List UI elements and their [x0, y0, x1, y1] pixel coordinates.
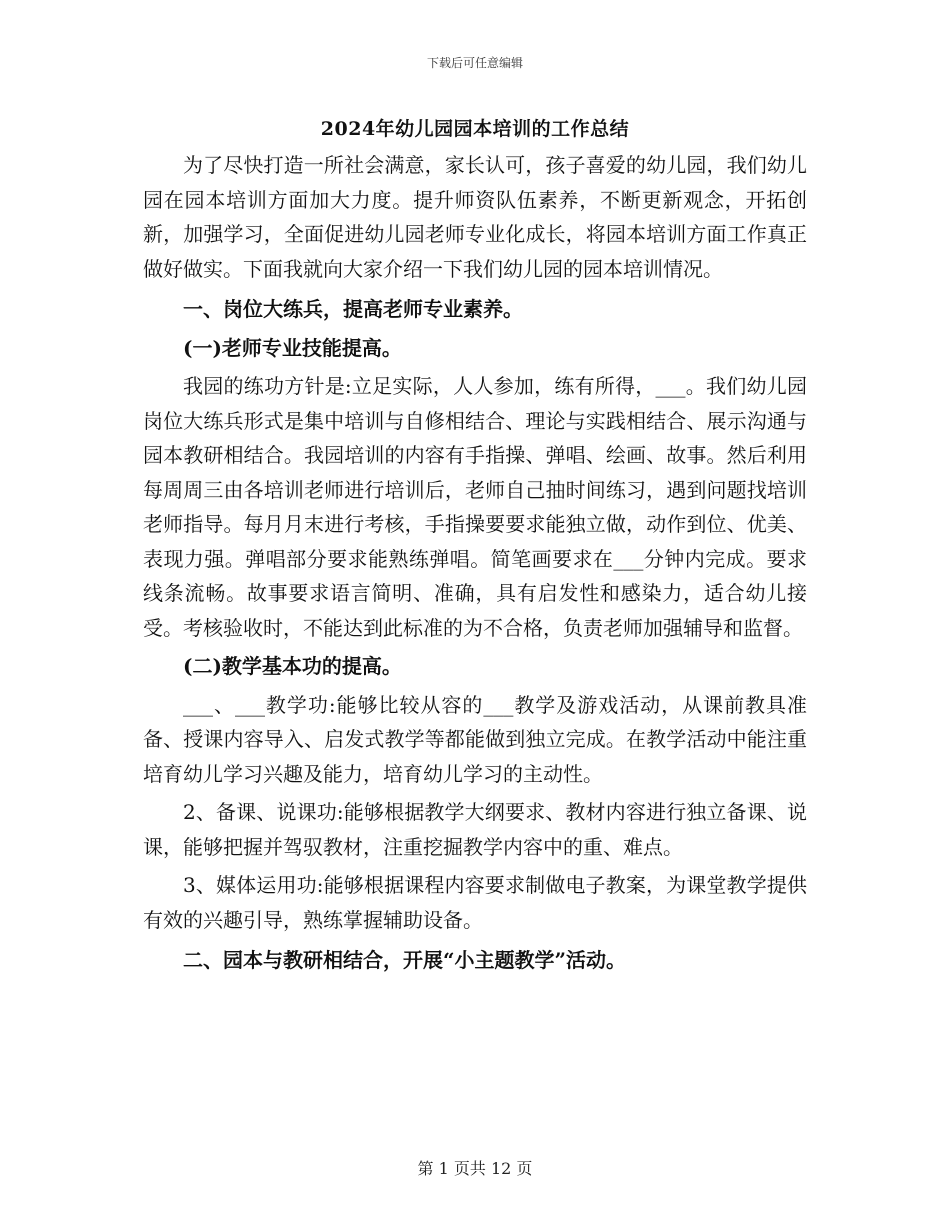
- skills-paragraph: 我园的练功方针是:立足实际，人人参加，练有所得，___。我们幼儿园岗位大练兵形式是集中培训与自修相结合、理论与实践相结合、展示沟通与园本教研相结合。我园培训的内容有手指操、弹唱、绘画、故事。然后利用每周周三由各培训老师进行培训后，老师自己抽时间练习，遇到问题找培训老师指导。每月月末进行考核，手指操要要求能独立做，动作到位、优美、表现力强。弹唱部分要求能熟练弹唱。简笔画要求在___分钟内完成。要求线条流畅。故事要求语言简明、准确，具有启发性和感染力，适合幼儿接受。考核验收时，不能达到此标准的为不合格，负责老师加强辅导和监督。: [143, 374, 807, 640]
- teaching-skill-paragraph: ___、___教学功:能够比较从容的___教学及游戏活动，从课前教具准备、授课内容导入、启发式教学等都能做到独立完成。在教学活动中能注重培育幼儿学习兴趣及能力，培育幼儿学习的主动性。: [143, 692, 807, 786]
- document-body: [143, 148, 807, 982]
- document-title: 2024年幼儿园园本培训的工作总结: [320, 118, 630, 140]
- lesson-prep-paragraph: 2、备课、说课功:能够根据教学大纲要求、教材内容进行独立备课、说课，能够把握并驾驭教材，注重挖掘教学内容中的重、难点。: [143, 800, 807, 859]
- page-number: 第 1 页共 12 页: [417, 1159, 533, 1178]
- intro-paragraph: 为了尽快打造一所社会满意，家长认可，孩子喜爱的幼儿园，我们幼儿园在园本培训方面加大力度。提升师资队伍素养，不断更新观念，开拓创新，加强学习，全面促进幼儿园老师专业化成长，将园本培训方面工作真正做好做实。下面我就向大家介绍一下我们幼儿园的园本培训情况。: [143, 153, 807, 281]
- subsection-heading-1: (一)老师专业技能提高。: [183, 335, 402, 360]
- section-heading-2: 二、园本与教研相结合，开展“小主题教学”活动。: [183, 948, 627, 972]
- subsection-heading-2: (二)教学基本功的提高。: [183, 654, 402, 678]
- section-heading-1: 一、岗位大练兵，提高老师专业素养。: [183, 297, 523, 321]
- media-skill-paragraph: 3、媒体运用功:能够根据课程内容要求制做电子教案，为课堂教学提供有效的兴趣引导，熟练掌握辅助设备。: [143, 873, 807, 932]
- page-header-note: 下载后可任意编辑: [426, 56, 523, 70]
